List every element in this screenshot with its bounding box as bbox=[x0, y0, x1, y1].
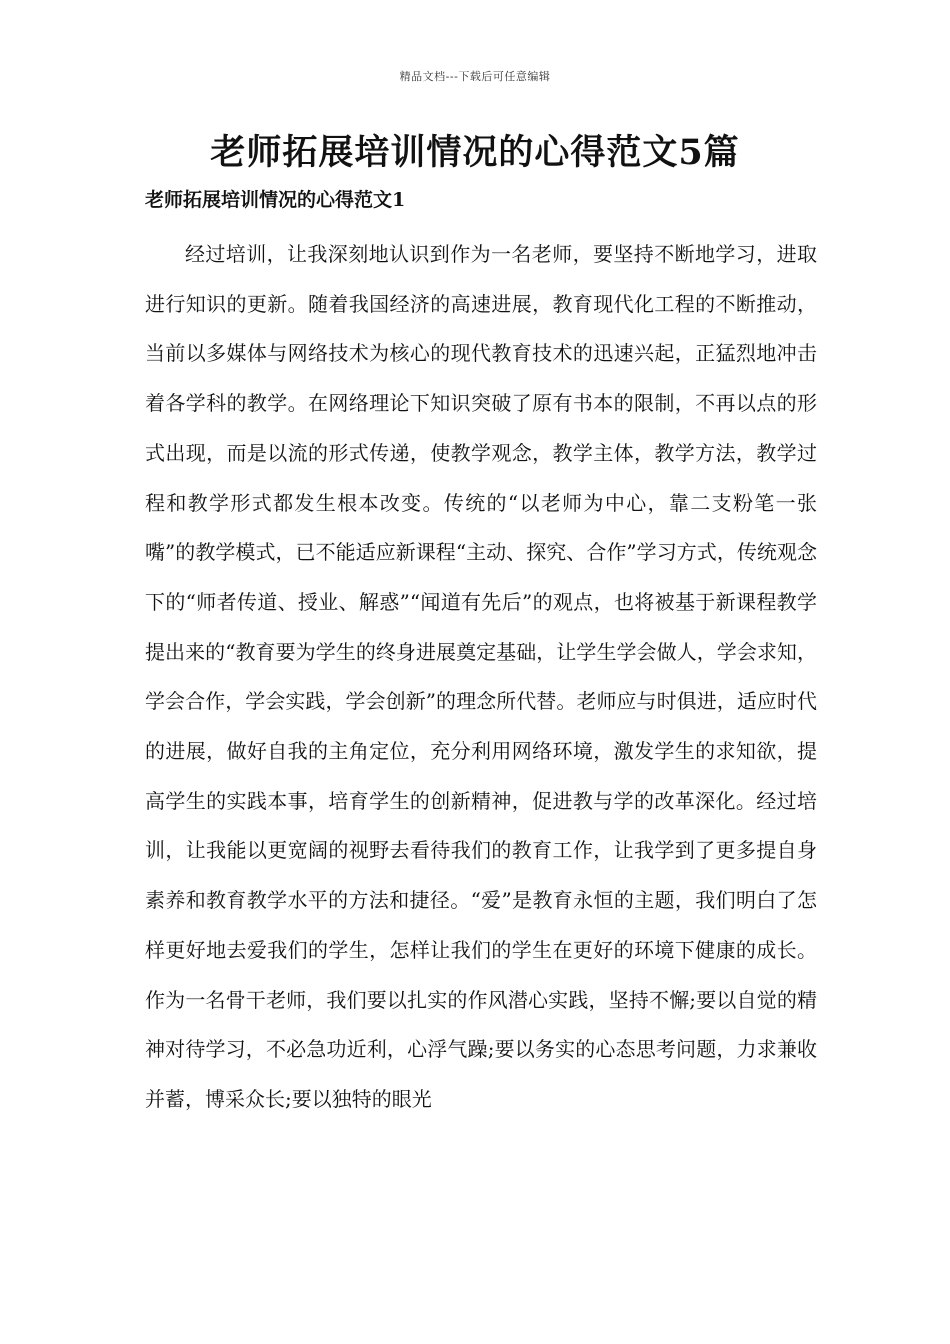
header-note: 精品文档---下载后可任意编辑 bbox=[399, 70, 551, 83]
document-title: 老师拓展培训情况的心得范文5篇 bbox=[210, 132, 740, 173]
body-paragraph: 经过培训，让我深刻地认识到作为一名老师，要坚持不断地学习，进取进行知识的更新。随着我国经济的高速进展，教育现代化工程的不断推动，当前以多媒体与网络技术为核心的现代教育技术的迅速兴起，正猛烈地冲击着各学科的教学。在网络理论下知识突破了原有书本的限制，不再以点的形式出现，而是以流的形式传递，使教学观念，教学主体，教学方法，教学过程和教学形式都发生根本改变。传统的“以老师为中心，靠二支粉笔一张嘴”的教学模式，已不能适应新课程“主动、探究、合作”学习方式，传统观念下的“师者传道、授业、解惑”“闻道有先后”的观点，也将被基于新课程教学提出来的“教育要为学生的终身进展奠定基础，让学生学会做人，学会求知，学会合作，学会实践，学会创新”的理念所代替。老师应与时俱进，适应时代的进展，做好自我的主角定位，充分利用网络环境，激发学生的求知欲，提高学生的实践本事，培育学生的创新精神，促进教与学的改革深化。经过培训，让我能以更宽阔的视野去看待我们的教育工作，让我学到了更多提自身素养和教育教学水平的方法和捷径。“爱”是教育永恒的主题，我们明白了怎样更好地去爱我们的学生，怎样让我们的学生在更好的环境下健康的成长。作为一名骨干老师，我们要以扎实的作风潜心实践，坚持不懈;要以自觉的精神对待学习，不必急功近利，心浮气躁;要以务实的心态思考问题，力求兼收并蓄，博采众长;要以独特的眼光 bbox=[145, 242, 817, 1111]
section-heading: 老师拓展培训情况的心得范文1 bbox=[145, 189, 406, 211]
